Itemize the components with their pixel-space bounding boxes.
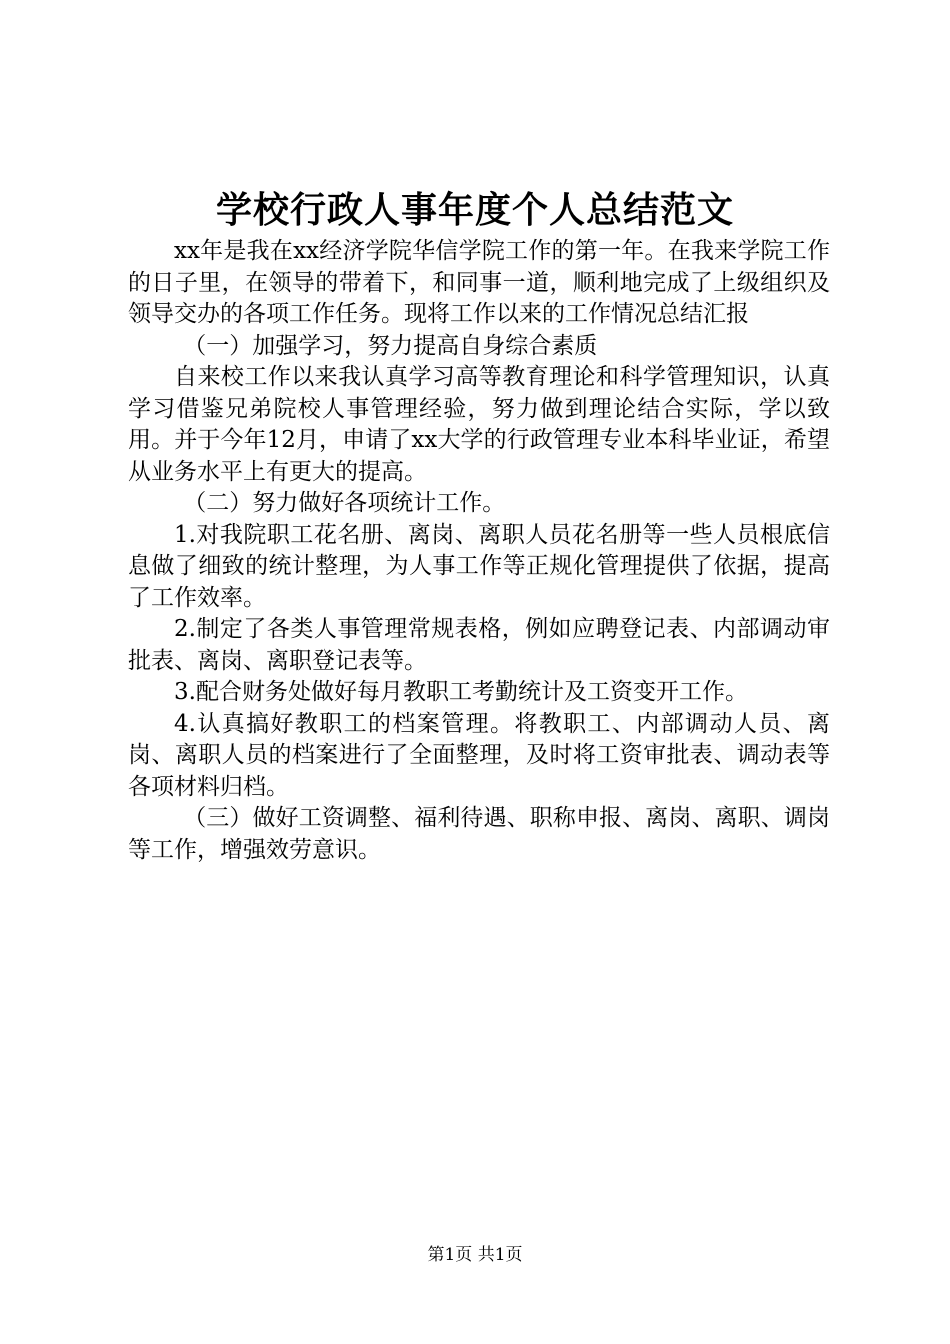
paragraph-intro: xx年是我在xx经济学院华信学院工作的第一年。在我来学院工作的日子里，在领导的带着下，和同事一道，顺利地完成了上级组织及领导交办的各项工作任务。现将工作以来的工作情况总结汇报 xyxy=(128,238,830,327)
section-heading-2: （二）努力做好各项统计工作。 xyxy=(183,490,506,516)
document-title: 学校行政人事年度个人总结范文 xyxy=(215,189,734,231)
section-heading-1: （一）加强学习，努力提高自身综合素质 xyxy=(183,332,598,359)
list-item-3: 3.配合财务处做好每月教职工考勤统计及工资变开工作。 xyxy=(174,679,748,705)
document-body xyxy=(128,236,830,866)
section-heading-3: （三）做好工资调整、福利待遇、职称申报、离岗、离职、调岗等工作，增强效劳意识。 xyxy=(128,805,830,863)
list-item-4: 4.认真搞好教职工的档案管理。将教职工、内部调动人员、离岗、离职人员的档案进行了全面整理，及时将工资审批表、调动表等各项材料归档。 xyxy=(128,710,830,800)
list-item-1: 1.对我院职工花名册、离岗、离职人员花名册等一些人员根底信息做了细致的统计整理，为人事工作等正规化管理提供了依据，提高了工作效率。 xyxy=(128,521,830,611)
page-footer: 第1页 共1页 xyxy=(427,1245,523,1265)
paragraph-study: 自来校工作以来我认真学习高等教育理论和科学管理知识，认真学习借鉴兄弟院校人事管理经验，努力做到理论结合实际，学以致用。并于今年12月，申请了xx大学的行政管理专业本科毕业证，希望从业务水平上有更大的提高。 xyxy=(128,364,830,485)
list-item-2: 2.制定了各类人事管理常规表格，例如应聘登记表、内部调动审批表、离岗、离职登记表等。 xyxy=(128,616,830,674)
